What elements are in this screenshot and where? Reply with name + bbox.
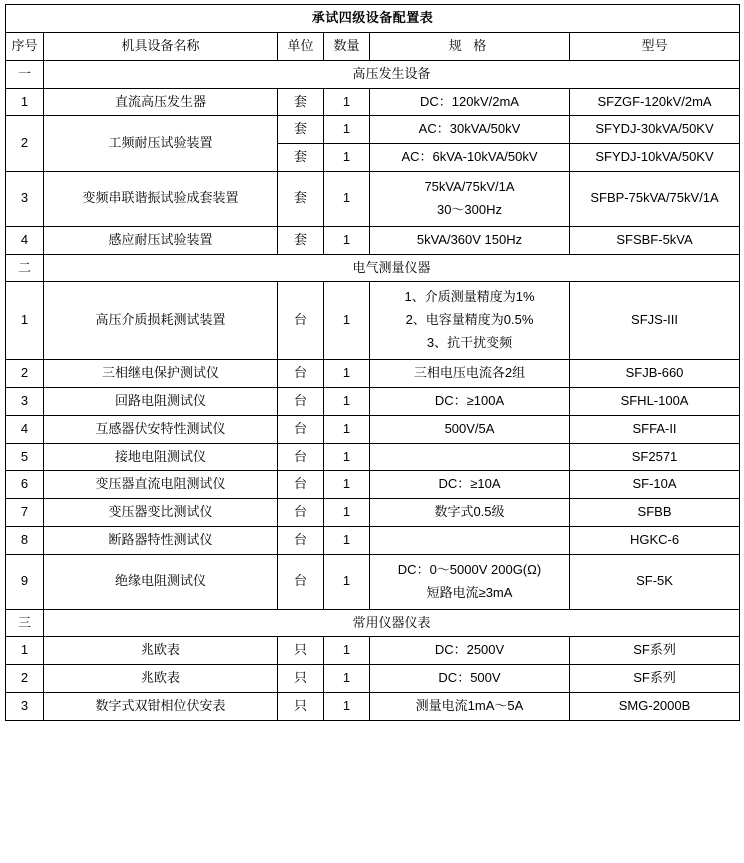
section-index: 三 bbox=[6, 609, 44, 637]
table-row bbox=[6, 693, 740, 721]
row-unit: 台 bbox=[278, 359, 324, 387]
row-spec: DC：≥100A bbox=[370, 387, 570, 415]
row-spec bbox=[370, 554, 570, 609]
table-row bbox=[6, 282, 740, 360]
table-title-row bbox=[6, 5, 740, 33]
row-unit: 只 bbox=[278, 637, 324, 665]
row-unit: 台 bbox=[278, 554, 324, 609]
column-header-no: 序号 bbox=[6, 32, 44, 60]
row-name: 工频耐压试验装置 bbox=[44, 116, 278, 172]
row-no: 2 bbox=[6, 359, 44, 387]
row-unit: 台 bbox=[278, 282, 324, 360]
row-unit: 台 bbox=[278, 527, 324, 555]
table-row bbox=[6, 554, 740, 609]
row-model: SMG-2000B bbox=[570, 693, 740, 721]
row-unit: 台 bbox=[278, 415, 324, 443]
table-row bbox=[6, 527, 740, 555]
row-model: SFZGF-120kV/2mA bbox=[570, 88, 740, 116]
row-unit: 台 bbox=[278, 499, 324, 527]
row-model: SFSBF-5kVA bbox=[570, 226, 740, 254]
row-no: 4 bbox=[6, 415, 44, 443]
column-header-model: 型号 bbox=[570, 32, 740, 60]
row-model: SFFA-II bbox=[570, 415, 740, 443]
table-row bbox=[6, 637, 740, 665]
table-row bbox=[6, 116, 740, 144]
row-no: 2 bbox=[6, 116, 44, 172]
row-name: 感应耐压试验装置 bbox=[44, 226, 278, 254]
row-qty: 1 bbox=[324, 554, 370, 609]
row-qty: 1 bbox=[324, 415, 370, 443]
row-qty: 1 bbox=[324, 226, 370, 254]
row-unit: 套 bbox=[278, 116, 324, 144]
row-model: SFYDJ-10kVA/50KV bbox=[570, 144, 740, 172]
row-model: SFJB-660 bbox=[570, 359, 740, 387]
row-model: HGKC-6 bbox=[570, 527, 740, 555]
row-unit: 套 bbox=[278, 226, 324, 254]
row-qty: 1 bbox=[324, 527, 370, 555]
column-header-qty: 数量 bbox=[324, 32, 370, 60]
row-spec bbox=[370, 282, 570, 360]
row-no: 7 bbox=[6, 499, 44, 527]
section-index: 二 bbox=[6, 254, 44, 282]
table-row bbox=[6, 88, 740, 116]
row-name: 直流高压发生器 bbox=[44, 88, 278, 116]
row-spec: DC：≥10A bbox=[370, 471, 570, 499]
row-qty: 1 bbox=[324, 471, 370, 499]
row-no: 1 bbox=[6, 88, 44, 116]
section-label: 高压发生设备 bbox=[44, 60, 740, 88]
row-no: 8 bbox=[6, 527, 44, 555]
row-spec bbox=[370, 172, 570, 227]
row-spec: 测量电流1mA～5A bbox=[370, 693, 570, 721]
row-no: 3 bbox=[6, 172, 44, 227]
row-name: 回路电阻测试仪 bbox=[44, 387, 278, 415]
row-name: 绝缘电阻测试仪 bbox=[44, 554, 278, 609]
row-unit: 只 bbox=[278, 693, 324, 721]
row-no: 2 bbox=[6, 665, 44, 693]
row-unit: 台 bbox=[278, 443, 324, 471]
row-qty: 1 bbox=[324, 665, 370, 693]
row-model: SF系列 bbox=[570, 637, 740, 665]
row-no: 4 bbox=[6, 226, 44, 254]
row-no: 5 bbox=[6, 443, 44, 471]
table-row bbox=[6, 172, 740, 227]
row-spec: DC：2500V bbox=[370, 637, 570, 665]
row-qty: 1 bbox=[324, 88, 370, 116]
page-title: 承试四级设备配置表 bbox=[6, 5, 740, 33]
row-qty: 1 bbox=[324, 359, 370, 387]
row-name: 断路器特性测试仪 bbox=[44, 527, 278, 555]
row-spec bbox=[370, 527, 570, 555]
row-spec: 数字式0.5级 bbox=[370, 499, 570, 527]
section-label: 常用仪器仪表 bbox=[44, 609, 740, 637]
row-name: 高压介质损耗测试装置 bbox=[44, 282, 278, 360]
equipment-configuration-table bbox=[5, 4, 740, 721]
row-qty: 1 bbox=[324, 172, 370, 227]
row-unit: 台 bbox=[278, 387, 324, 415]
section-header-row bbox=[6, 254, 740, 282]
row-model: SFJS-III bbox=[570, 282, 740, 360]
row-name: 数字式双钳相位伏安表 bbox=[44, 693, 278, 721]
column-header-unit: 单位 bbox=[278, 32, 324, 60]
row-model: SF系列 bbox=[570, 665, 740, 693]
table-row bbox=[6, 443, 740, 471]
row-spec: 500V/5A bbox=[370, 415, 570, 443]
row-spec: AC：6kVA-10kVA/50kV bbox=[370, 144, 570, 172]
row-unit: 套 bbox=[278, 88, 324, 116]
row-name: 兆欧表 bbox=[44, 637, 278, 665]
row-spec-line: 1、介质测量精度为1% bbox=[404, 289, 535, 305]
table-row bbox=[6, 415, 740, 443]
row-unit: 套 bbox=[278, 144, 324, 172]
table-row bbox=[6, 226, 740, 254]
row-name: 兆欧表 bbox=[44, 665, 278, 693]
row-unit: 只 bbox=[278, 665, 324, 693]
row-qty: 1 bbox=[324, 282, 370, 360]
row-qty: 1 bbox=[324, 693, 370, 721]
section-header-row bbox=[6, 60, 740, 88]
column-header-name: 机具设备名称 bbox=[44, 32, 278, 60]
row-spec bbox=[370, 443, 570, 471]
row-spec: 三相电压电流各2组 bbox=[370, 359, 570, 387]
row-model: SF-10A bbox=[570, 471, 740, 499]
row-no: 3 bbox=[6, 387, 44, 415]
row-spec-line: DC：0～5000V 200G(Ω) bbox=[397, 561, 542, 577]
table-row bbox=[6, 359, 740, 387]
row-spec: DC：120kV/2mA bbox=[370, 88, 570, 116]
row-spec: 5kVA/360V 150Hz bbox=[370, 226, 570, 254]
row-no: 1 bbox=[6, 637, 44, 665]
row-name: 三相继电保护测试仪 bbox=[44, 359, 278, 387]
section-header-row bbox=[6, 609, 740, 637]
row-spec-line: 2、电容量精度为0.5% bbox=[405, 312, 534, 328]
row-qty: 1 bbox=[324, 499, 370, 527]
row-spec-line: 30～300Hz bbox=[436, 201, 503, 217]
row-name: 互感器伏安特性测试仪 bbox=[44, 415, 278, 443]
row-model: SFYDJ-30kVA/50KV bbox=[570, 116, 740, 144]
row-qty: 1 bbox=[324, 144, 370, 172]
table-header-row bbox=[6, 32, 740, 60]
row-name: 变频串联谐振试验成套装置 bbox=[44, 172, 278, 227]
row-model: SFBB bbox=[570, 499, 740, 527]
row-no: 3 bbox=[6, 693, 44, 721]
row-model: SFHL-100A bbox=[570, 387, 740, 415]
row-spec-line: 短路电流≥3mA bbox=[426, 584, 513, 600]
section-index: 一 bbox=[6, 60, 44, 88]
row-model: SF2571 bbox=[570, 443, 740, 471]
row-unit: 套 bbox=[278, 172, 324, 227]
row-spec-line: 75kVA/75kV/1A bbox=[424, 179, 515, 195]
row-qty: 1 bbox=[324, 637, 370, 665]
row-name: 变压器直流电阻测试仪 bbox=[44, 471, 278, 499]
row-no: 6 bbox=[6, 471, 44, 499]
row-model: SFBP-75kVA/75kV/1A bbox=[570, 172, 740, 227]
row-spec: AC：30kVA/50kV bbox=[370, 116, 570, 144]
section-label: 电气测量仪器 bbox=[44, 254, 740, 282]
row-qty: 1 bbox=[324, 443, 370, 471]
table-row bbox=[6, 471, 740, 499]
table-row bbox=[6, 499, 740, 527]
row-spec-line: 3、抗干扰变频 bbox=[426, 335, 513, 351]
table-row bbox=[6, 665, 740, 693]
row-qty: 1 bbox=[324, 116, 370, 144]
row-no: 9 bbox=[6, 554, 44, 609]
column-header-spec: 规 格 bbox=[370, 32, 570, 60]
row-name: 变压器变比测试仪 bbox=[44, 499, 278, 527]
row-no: 1 bbox=[6, 282, 44, 360]
row-qty: 1 bbox=[324, 387, 370, 415]
table-row bbox=[6, 387, 740, 415]
row-name: 接地电阻测试仪 bbox=[44, 443, 278, 471]
row-model: SF-5K bbox=[570, 554, 740, 609]
row-spec: DC：500V bbox=[370, 665, 570, 693]
row-unit: 台 bbox=[278, 471, 324, 499]
